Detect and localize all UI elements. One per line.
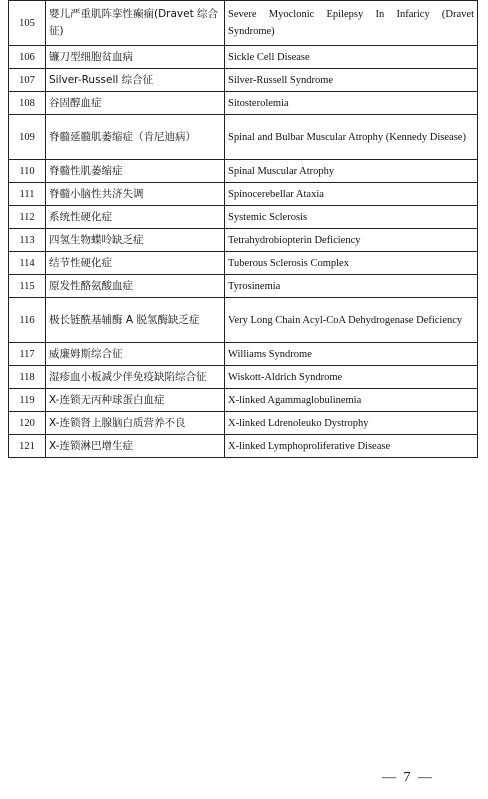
table-row — [9, 275, 478, 298]
disease-name-chinese: 脊髓性肌萎缩症 — [46, 160, 225, 183]
row-number: 117 — [9, 343, 46, 366]
disease-name-chinese: 极长链酰基辅酶 A 脱氢酶缺乏症 — [46, 298, 225, 343]
disease-name-chinese: Silver-Russell 综合征 — [46, 69, 225, 92]
disease-name-chinese: 谷固醇血症 — [46, 92, 225, 115]
disease-name-english: X-linked Lymphoproliferative Disease — [225, 435, 478, 458]
disease-name-chinese: 脊髓小脑性共济失调 — [46, 183, 225, 206]
disease-name-english: Tuberous Sclerosis Complex — [225, 252, 478, 275]
disease-name-english: Tyrosinemia — [225, 275, 478, 298]
page-number: — 7 — — [382, 770, 434, 785]
row-number: 112 — [9, 206, 46, 229]
table-row — [9, 1, 478, 46]
row-number: 115 — [9, 275, 46, 298]
disease-name-english: Very Long Chain Acyl-CoA Dehydrogenase Deficiency — [225, 298, 478, 343]
disease-name-english: Severe Myoclonic Epilepsy In Infaricy (Dravet Syndrome) — [225, 1, 478, 46]
disease-name-chinese: 原发性酪氨酸血症 — [46, 275, 225, 298]
table-row — [9, 389, 478, 412]
row-number: 114 — [9, 252, 46, 275]
disease-name-english: Spinocerebellar Ataxia — [225, 183, 478, 206]
row-number: 121 — [9, 435, 46, 458]
disease-name-english: Sickle Cell Disease — [225, 46, 478, 69]
row-number: 113 — [9, 229, 46, 252]
table-row — [9, 435, 478, 458]
disease-name-chinese: 结节性硬化症 — [46, 252, 225, 275]
disease-name-chinese: 脊髓延髓肌萎缩症（肯尼迪病） — [46, 115, 225, 160]
row-number: 118 — [9, 366, 46, 389]
table-row — [9, 252, 478, 275]
disease-name-chinese: X-连锁无丙种球蛋白血症 — [46, 389, 225, 412]
table-row — [9, 366, 478, 389]
table-row — [9, 183, 478, 206]
table-row — [9, 115, 478, 160]
disease-name-chinese: X-连锁肾上腺脑白质营养不良 — [46, 412, 225, 435]
disease-name-english: Systemic Sclerosis — [225, 206, 478, 229]
row-number: 120 — [9, 412, 46, 435]
table-row — [9, 92, 478, 115]
row-number: 105 — [9, 1, 46, 46]
table-row — [9, 46, 478, 69]
table-row — [9, 206, 478, 229]
table-row — [9, 229, 478, 252]
disease-name-chinese: 婴儿严重肌阵挛性癫痫(Dravet 综合征) — [46, 1, 225, 46]
table-row — [9, 69, 478, 92]
disease-name-english: Tetrahydrobiopterin Deficiency — [225, 229, 478, 252]
table-body — [9, 1, 478, 458]
disease-name-chinese: 湿疹血小板减少伴免疫缺陷综合征 — [46, 366, 225, 389]
disease-name-chinese: 四氢生物蝶呤缺乏症 — [46, 229, 225, 252]
disease-name-english: X-linked Agammaglobulinemia — [225, 389, 478, 412]
disease-name-english: Williams Syndrome — [225, 343, 478, 366]
disease-name-chinese: 威廉姆斯综合征 — [46, 343, 225, 366]
row-number: 109 — [9, 115, 46, 160]
rare-disease-table — [8, 0, 478, 458]
row-number: 107 — [9, 69, 46, 92]
row-number: 108 — [9, 92, 46, 115]
disease-name-english: Spinal and Bulbar Muscular Atrophy (Kennedy Disease) — [225, 115, 478, 160]
row-number: 116 — [9, 298, 46, 343]
disease-name-english: X-linked Ldrenoleuko Dystrophy — [225, 412, 478, 435]
disease-name-english: Silver-Russell Syndrome — [225, 69, 478, 92]
table-row — [9, 160, 478, 183]
table-row — [9, 298, 478, 343]
row-number: 119 — [9, 389, 46, 412]
disease-name-chinese: 镰刀型细胞贫血病 — [46, 46, 225, 69]
disease-name-chinese: 系统性硬化症 — [46, 206, 225, 229]
row-number: 106 — [9, 46, 46, 69]
disease-name-english: Wiskott-Aldrich Syndrome — [225, 366, 478, 389]
row-number: 110 — [9, 160, 46, 183]
disease-name-english: Spinal Muscular Atrophy — [225, 160, 478, 183]
disease-name-chinese: X-连锁淋巴增生症 — [46, 435, 225, 458]
disease-name-english: Sitosterolemia — [225, 92, 478, 115]
table-row — [9, 343, 478, 366]
table-row — [9, 412, 478, 435]
row-number: 111 — [9, 183, 46, 206]
